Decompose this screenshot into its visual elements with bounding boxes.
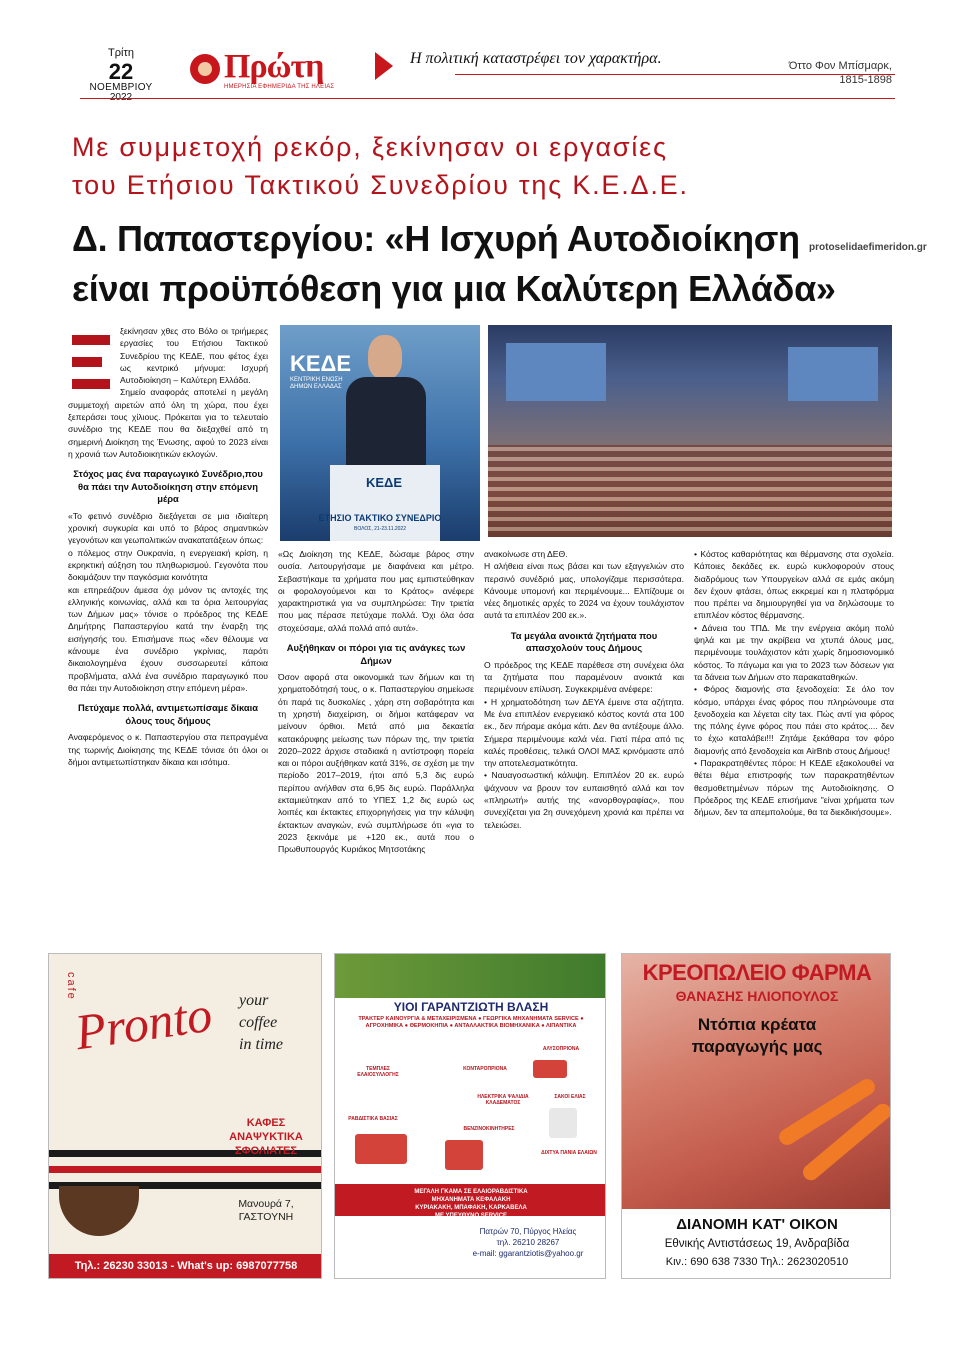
arrow-right-icon bbox=[375, 52, 393, 80]
col1-paragraph: Αναφερόμενος ο κ. Παπαστεργίου στα πεπραγμένα της τωρινής Διοίκησης της ΚΕΔΕ τόνισε ότι όλοι οι δήμοι αντιμετωπίστηκαν δίκαια και ισότιμα. bbox=[68, 732, 268, 767]
col1-paragraph: και επηρεάζουν άμεσα όχι μόνον τις αντοχές της ελληνικής κοινωνίας, αλλά και τα όρια λειτουργίας των Δήμων μας» τόνισε ο πρόεδρος της ΚΕΔΕ Δημήτρης Παπαστεργίου κατά την έναρξη της εισήγησής του. Επισήμανε πως «δεν θέλουμε να κάνουμε ένα συνέδριο γκρίνιας, παρότι δικαιολογημένα έχουν συσσωρευτεί κάποια προβλήματα, αλλά ένα συνέδριο παραγωγικό που θα πάει την Αυτοδιοίκηση στην επόμενη μέρα». bbox=[68, 584, 268, 693]
cafe-address-line: Μανουρά 7, bbox=[238, 1198, 294, 1210]
kicker-line-2: του Ετήσιου Τακτικού Συνεδρίου της Κ.Ε.Δ.Ε. bbox=[72, 170, 689, 200]
band-line: ΜΕΓΑΛΗ ΓΚΑΜΑ ΣΕ ΕΛΑΙΟΡΑΒΔΙΣΤΙΚΑ bbox=[414, 1189, 528, 1195]
tractor-banner bbox=[335, 954, 606, 998]
garantziotis-title: ΥΙΟΙ ΓΑΡΑΝΤΖΙΩΤΗ ΒΛΑΣΗ bbox=[393, 1000, 549, 1014]
product-label: ΣΑΚΟΙ ΕΛΙΑΣ bbox=[554, 1094, 586, 1100]
headline-line-2: είναι προϋπόθεση για μια Καλύτερη Ελλάδα» bbox=[72, 268, 836, 309]
article-column-2 bbox=[278, 548, 474, 943]
product-label: ΒΕΝΖΙΝΟΚΙΝΗΤΗΡΕΣ bbox=[463, 1126, 515, 1132]
garantziotis-band bbox=[335, 1184, 606, 1219]
olive-sack-icon bbox=[549, 1108, 577, 1138]
quote-author bbox=[789, 60, 892, 88]
article-column-3 bbox=[484, 548, 684, 943]
col1-paragraph: «Το φετινό συνέδριο διεξάγεται σε μια ιδιαίτερη χρονική συγκυρία και υπό το βάρος σημαντικών γεγονότων και γεωπολιτικών ανακατατάξεων όπως: bbox=[68, 510, 268, 546]
issue-day: Τρίτη bbox=[108, 47, 134, 59]
masthead-quote: Η πολιτική καταστρέφει τον χαρακτήρα. bbox=[410, 50, 662, 67]
cafe-pronto-ad[interactable] bbox=[48, 953, 322, 1279]
speaker-head bbox=[368, 335, 402, 379]
col2-subheading: Αυξήθηκαν οι πόροι για τις ανάγκες των Δήμων bbox=[286, 642, 466, 666]
dropcap-xi bbox=[68, 327, 114, 393]
product-label: ΡΑΒΔΙΣΤΙΚΑ ΒΑΣΙΑΣ bbox=[348, 1116, 398, 1122]
engine-icon bbox=[445, 1140, 483, 1170]
quote-author-years: 1815-1898 bbox=[839, 73, 892, 86]
cafe-address bbox=[219, 1198, 313, 1224]
product-label: ΔΙΧΤΥΑ ΠΑΝΙΑ ΕΛΑΙΩΝ bbox=[541, 1150, 597, 1156]
masthead-divider bbox=[80, 98, 895, 99]
col3-subheading: Τα μεγάλα ανοικτά ζητήματα που απασχολούν τους Δήμους bbox=[510, 629, 658, 654]
butcher-delivery: ΔΙΑΝΟΜΗ ΚΑΤ' ΟΙΚΟΝ bbox=[676, 1216, 838, 1233]
article-column-4 bbox=[694, 548, 894, 943]
speaker-body bbox=[346, 377, 426, 469]
article-column-1 bbox=[68, 325, 268, 943]
butcher-slogan-line: παραγωγής μας bbox=[691, 1037, 823, 1056]
coffee-cup-icon bbox=[59, 1186, 139, 1236]
product-label: ΑΛΥΣΟΠΡΙΟΝΑ bbox=[542, 1046, 580, 1052]
quote-author-name: Όττο Φον Μπίσμαρκ, bbox=[788, 60, 892, 72]
cafe-slogan-line: in time bbox=[239, 1036, 283, 1053]
col2-paragraph: Όσον αφορά στα οικονομικά των δήμων και τη χρηματοδότησή τους, ο κ. Παπαστεργίου σημείωσε ότι παρά τις δυσκολίες , χάρη στη σοβαρότητα και τη χρηστή διαχείριση, οι δήμοι κατάφεραν να μείνουν όρθιοι. Μετά από μια δεκαετία κατακόρυφης μείωσης των πόρων της, την τριετία 2020–2022 άρχισε σταδιακά η αντίστροφη πορεία και οι πόροι αυξήθηκαν κατά 31%, σε σχέση με την περίοδο 2017–2019, ήτοι από 5,3 δις ευρώ περίπου ανήλθαν στα 6,95 δις ευρώ. Παράλληλα εκταμιεύτηκαν από το ΥΠΕΣ 1,2 δις ευρώ ως λοιπές και έκτακτες επιχορηγήσεις για την κάλυψη έκτακτων αναγκών, ενώ συμπλήρωσε ότι «για το 2023 ξεκινάμε με +120 εκ., αυτά που ο Πρωθυπουργός Κυριάκος Μητσοτάκης bbox=[278, 672, 474, 855]
butcher-slogan-line: Ντόπια κρέατα bbox=[697, 1015, 817, 1034]
article-kicker bbox=[72, 128, 892, 204]
col1-subheading: Πετύχαμε πολλά, αντιμετωπίσαμε δίκαια όλους τους δήμους bbox=[77, 702, 259, 726]
butcher-owner: ΘΑΝΑΣΗΣ ΗΛΙΟΠΟΥΛΟΣ bbox=[675, 988, 839, 1004]
cafe-goods-line: ΚΑΦΕΣ bbox=[246, 1117, 286, 1129]
audience-rows bbox=[488, 445, 892, 537]
col4-paragraph: • Δάνεια του ΤΠΔ. Με την ενέργεια ακόμη πολύ ψηλά και με την ακρίβεια να χτυπά όλους μας, περιμένουμε τουλάχιστον κάτι χωρίς δημοσιονομικό κόστος. Το πάγωμα και για το 2023 των δόσεων για τα δάνεια των Δήμων στο παρακαταθηκών. bbox=[694, 622, 894, 682]
col1-paragraph: Σημείο αναφοράς αποτελεί η μεγάλη συμμετοχή αιρετών από όλη τη χώρα, που έχει ξεπεράσει τους χίλιους. Πρόκειται για το τελευταίο συνέδριο της ΚΕΔΕ που θα διεξαχθεί από τη σημερινή Διοίκηση της Ένωσης, αφού το 2023 είναι η χρονιά των Αυτοδιοικητικών εκλογών. bbox=[68, 387, 268, 459]
garantziotis-phone: τηλ. 26210 28267 bbox=[496, 1238, 560, 1247]
cafe-label: cafe bbox=[65, 972, 77, 1001]
cafe-slogan-line: your bbox=[239, 992, 269, 1009]
site-watermark: protoselidaefimeridon.gr bbox=[809, 242, 927, 253]
col1-paragraph: ξεκίνησαν χθες στο Βόλο οι τριήμερες εργασίες του Ετήσιου Τακτικού Συνεδρίου της ΚΕΔΕ, που φέτος έχει ως κεντρικό μήνυμα: Ισχυρή Αυτοδιοίκηση – Καλύτερη Ελλάδα. bbox=[120, 326, 268, 386]
col1-subheading: Στόχος μας ένα παραγωγικό Συνέδριο,που θα πάει την Αυτοδιοίκηση στην επόμενη μέρα bbox=[73, 468, 263, 505]
olive-harvester-icon bbox=[355, 1134, 407, 1164]
lectern-label: ΕΤΗΣΙΟ ΤΑΚΤΙΚΟ ΣΥΝΕΔΡΙΟ bbox=[318, 513, 442, 523]
butcher-title: ΚΡΕΟΠΩΛΕΙΟ ΦΑΡΜΑ bbox=[642, 960, 872, 985]
col2-paragraph: «Ως Διοίκηση της ΚΕΔΕ, δώσαμε βάρος στην ουσία. Λειτουργήσαμε με διαφάνεια και μέτρο. Σεβαστήκαμε τα χρήματα που μας εμπιστεύθηκαν οι φορολογούμενοι και το Κράτος» ανέφερε χαρακτηριστικά για να συμπληρώσει: Την τριετία που μας πέρασε πετύχαμε πολλά. Όχι όλα όσα στοχεύσαμε, αλλά πολλά από αυτά». bbox=[278, 549, 474, 633]
garantziotis-ad[interactable] bbox=[334, 953, 606, 1279]
lectern-logo: ΚΕΔΕ bbox=[365, 475, 403, 490]
band-line: ΜΗΧΑΝΗΜΑΤΑ ΚΕΦΑΛΑΚΗ bbox=[431, 1197, 511, 1203]
cafe-goods bbox=[219, 1116, 313, 1158]
cafe-brand: Pronto bbox=[71, 985, 216, 1061]
projection-screen-right bbox=[788, 347, 878, 401]
col3-paragraph: • Ναυαγοσωστική κάλυψη. Επιπλέον 20 εκ. ευρώ ψάχνουν να βρουν τον ευπαισθητό αλλά και τον «πληρωτή» αυτής της «ανορθογραφίας», που συνεχίζεται για 2η συνεχόμενη χρονιά και πρέπει να τελειώσει. bbox=[484, 770, 684, 830]
band-line: ΚΥΡΙΑΚΑΚΗ, ΜΠΑΦΑΚΗ, ΚΑΡΚΑΒΕΛΑ bbox=[415, 1205, 527, 1211]
butcher-farma-ad[interactable] bbox=[621, 953, 891, 1279]
product-label: ΗΛΕΚΤΡΙΚΑ ΨΑΛΙΔΙΑ ΚΛΑΔΕΜΑΤΟΣ bbox=[477, 1094, 529, 1106]
col3-paragraph: Η αλήθεια είναι πως βάσει και των εξαγγελιών στο περσινό συνέδριό μας, υπολογίζαμε περισσότερα. Κάνουμε υπομονή και περιμένουμε... Ελπίζουμε οι νέες δημοτικές αρχές το 2024 να έχουν τουλάχιστον αυτά τα επιπλέον 200 εκ.». bbox=[484, 561, 684, 621]
butcher-slogan bbox=[622, 1014, 891, 1058]
backdrop-logo-text: ΚΕΔΕ bbox=[290, 351, 352, 376]
audience-photo bbox=[488, 325, 892, 537]
projection-screen-left bbox=[506, 343, 606, 401]
lectern-date: ΒΟΛΟΣ, 21-23.11.2022 bbox=[353, 526, 406, 532]
issue-day-number: 22 bbox=[108, 58, 134, 84]
garantziotis-address: Πατρών 70, Πύργος Ηλείας bbox=[479, 1227, 577, 1236]
garantziotis-services: ΤΡΑΚΤΕΡ ΚΑΙΝΟΥΡΓΙΑ & ΜΕΤΑΧΕΙΡΙΣΜΕΝΑ ● ΓΕΩΡΓΙΚΑ ΜΗΧΑΝΗΜΑΤΑ SERVICE ● ΑΓΡΟΧΗΜΙΚΑ ● ΘΕΡΜΟΚΗΠΙΑ ● ΑΝΤΑΛΛΑΚΤΙΚΑ ΒΙΟΜΗΧΑΝΙΚΑ ● ΛΙΠΑΝΤΙΚΑ bbox=[358, 1016, 584, 1029]
backdrop-logo bbox=[290, 351, 352, 390]
product-label: ΚΟΝΤΑΡΟΠΡΙΟΝΑ bbox=[463, 1066, 507, 1072]
article-headline bbox=[72, 214, 892, 314]
speaker-photo bbox=[280, 325, 480, 541]
product-label: ΤΕΜΠΛΕΣ ΕΛΑΙΟΣΥΛΛΟΓΗΣ bbox=[357, 1066, 399, 1078]
logo-name: Πρώτη bbox=[224, 48, 324, 85]
garantziotis-email[interactable]: e-mail: ggarantziotis@yahoo.gr bbox=[472, 1249, 584, 1258]
cafe-goods-line: ΑΝΑΨΥΚΤΙΚΑ bbox=[229, 1131, 303, 1143]
col4-paragraph: • Παρακρατηθέντες πόροι: Η ΚΕΔΕ εξακολουθεί να θέτει θέμα επιστροφής των παρακρατηθέντων θεσμοθετημένων πόρων της Αυτοδιοίκησης. Ο Πρόεδρος της ΚΕΔΕ επισήμανε "είναι χρήματα των δήμων, δεν τα απεμπολούμε, θα τα διεκδικήσουμε». bbox=[694, 758, 894, 818]
col1-paragraph: ο πόλεμος στην Ουκρανία, η ενεργειακή κρίση, η εκρηκτική αύξηση του πληθωρισμού. Γεγονότα που δοκιμάζουν την παγκόσμια κοινότητα bbox=[68, 547, 268, 583]
butcher-phones: Κιν.: 690 638 7330 Τηλ.: 2623020510 bbox=[665, 1256, 849, 1268]
masthead bbox=[0, 0, 960, 110]
cafe-phones: Τηλ.: 26230 33013 - What's up: 6987077758 bbox=[49, 1254, 322, 1278]
butcher-address: Εθνικής Αντιστάσεως 19, Ανδραβίδα bbox=[664, 1238, 850, 1250]
col3-paragraph: ανακοίνωσε στη ΔΕΘ. bbox=[484, 549, 568, 559]
backdrop-logo-sub: ΚΕΝΤΡΙΚΗ ΕΝΩΣΗ ΔΗΜΩΝ ΕΛΛΑΔΑΣ bbox=[290, 377, 343, 390]
col3-paragraph: • Η χρηματοδότηση των ΔΕΥΑ έμεινε στα αζήτητα. Με ένα επιπλέον ενεργειακό κόστος κοντά στα 100 εκ., δεν πήραμε ακόμα κάτι. Δεν θα αντέξουμε άλλο. Σήμερα περιμένουμε καλά νέα. Γιατί πέρα από τις καλές προθέσεις, τελικά ΟΛΟΙ ΜΑΣ κρινόμαστε από την αποτελεσματικότητα. bbox=[484, 696, 684, 769]
kicker-line-1: Με συμμετοχή ρεκόρ, ξεκίνησαν οι εργασίες bbox=[72, 132, 668, 162]
headline-line-1: Δ. Παπαστεργίου: «Η Ισχυρή Αυτοδιοίκηση bbox=[72, 218, 800, 259]
cafe-goods-line: ΣΦΟΛΙΑΤΕΣ bbox=[235, 1145, 297, 1157]
ad-stripe bbox=[49, 1166, 322, 1173]
col3-paragraph: Ο πρόεδρος της ΚΕΔΕ παρέθεσε στη συνέχεια όλα τα ζητήματα που παραμένουν ανοικτά και περιμένουν επίλυση. Συγκεκριμένα ανέφερε: bbox=[484, 659, 684, 695]
logo-emblem-icon bbox=[190, 54, 220, 84]
cafe-address-line: ΓΑΣΤΟΥΝΗ bbox=[238, 1211, 294, 1223]
col4-paragraph: • Φόρος διαμονής στα ξενοδοχεία: Σε όλο τον κόσμο, υπάρχει ένας φόρος που πληρώνουμε στα ξενοδοχεία και λέγεται city tax. Πώς αντί για φόρος της πόλης έγινε φόρος που πάει στο κράτος.... δεν το έχω καταλάβει!!! Ζητάμε ξεκάθαρα τον φόρο διαμονής από ξενοδοχεία και AirBnb στους Δήμους! bbox=[694, 684, 894, 756]
chainsaw-icon bbox=[533, 1060, 567, 1078]
col4-paragraph: • Κόστος καθαριότητας και θέρμανσης στα σχολεία. Κάποιες δεκάδες εκ. ευρώ κυκλοφορούν στους διαδρόμους των Υπουργείων αλλά σε εμάς ακόμη δεν έχουν φτάσει, όπως εκκρεμεί και η πλατφόρμα που πρέπει να δημιουργηθεί για να δηλώσουμε το επιπλέον κόστος θέρμανσης. bbox=[694, 549, 894, 621]
issue-date bbox=[86, 48, 156, 104]
issue-year: 2022 bbox=[109, 92, 133, 104]
issue-month: ΝΟΕΜΒΡΙΟΥ bbox=[89, 81, 153, 93]
band-line: ΜΕ ΥΠΕΥΘΥΝΟ SERVICE bbox=[434, 1213, 508, 1219]
logo-tagline: ΗΜΕΡΗΣΙΑ ΕΦΗΜΕΡΙΔΑ ΤΗΣ ΗΛΕΙΑΣ bbox=[224, 84, 335, 90]
cafe-slogan bbox=[239, 990, 283, 1056]
newspaper-logo[interactable] bbox=[190, 48, 346, 94]
garantziotis-contact bbox=[453, 1226, 603, 1259]
cafe-slogan-line: coffee bbox=[239, 1014, 278, 1031]
